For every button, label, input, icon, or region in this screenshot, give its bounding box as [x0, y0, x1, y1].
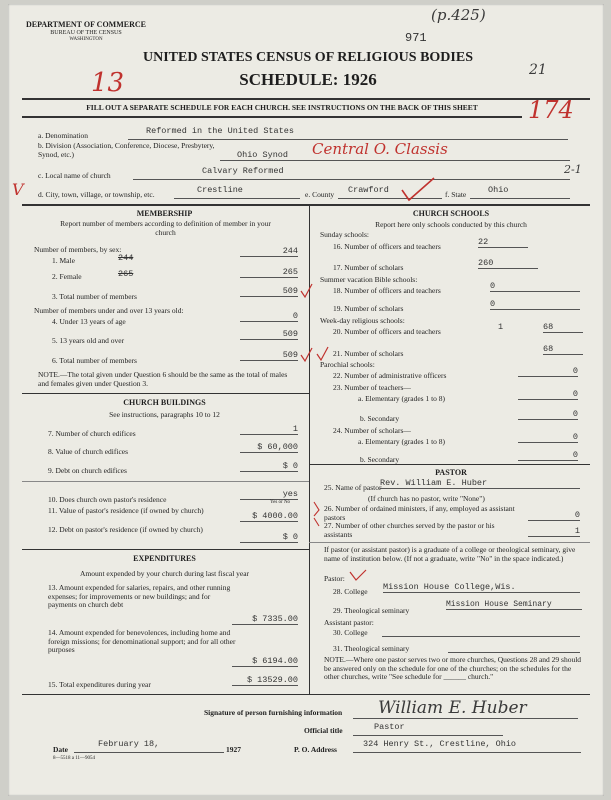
weekday-officers-label: 20. Number of officers and teachers — [333, 327, 441, 336]
total-members-2-value: 509 — [240, 350, 298, 361]
scholars-secondary-label: b. Secondary — [360, 455, 400, 464]
pastor-name-note: (If church has no pastor, write "None") — [368, 494, 485, 503]
owns-residence-value: yes — [240, 489, 298, 500]
separate-schedule-instruction: FILL OUT A SEPARATE SCHEDULE FOR EACH CHURCH. SEE INSTRUCTIONS ON THE BACK OF THIS SHEET — [86, 103, 478, 112]
denomination-value: Reformed in the United States — [146, 126, 294, 136]
membership-subheading: Report number of members according to definition of member in your church — [60, 219, 271, 237]
stamp-number: 971 — [405, 31, 427, 45]
church-edifices-label: 7. Number of church edifices — [48, 429, 136, 438]
department-label: DEPARTMENT OF COMMERCE — [26, 20, 147, 29]
handwritten-13: 13 — [91, 68, 125, 98]
buildings-subheading: See instructions, paragraphs 10 to 12 — [109, 410, 220, 419]
census-schedule-sheet — [8, 4, 604, 796]
official-title-value: Pastor — [374, 722, 405, 732]
sunday-scholars-label: 17. Number of scholars — [333, 263, 404, 272]
local-name-value: Calvary Reformed — [202, 166, 284, 176]
red-bracket-marks — [311, 498, 325, 530]
summer-schools: Summer vacation Bible schools: — [320, 275, 418, 284]
teachers-secondary-value: 0 — [518, 409, 578, 420]
pastor-name-value: Rev. William E. Huber — [380, 478, 580, 489]
yes-no-hint: Yes or No — [270, 500, 291, 505]
local-name-label: c. Local name of church — [38, 171, 111, 180]
assistant-college-label: 30. College — [333, 628, 368, 637]
male-inline: 244 — [118, 253, 134, 263]
division-handwritten: Central O. Classis — [312, 140, 448, 158]
schedule-title: SCHEDULE: 1926 — [239, 70, 377, 89]
pastor-seminary-label: 29. Theological seminary — [333, 606, 410, 615]
teachers-elementary-value: 0 — [518, 389, 578, 400]
summer-scholars-label: 19. Number of scholars — [333, 304, 404, 313]
total-members-label: 3. Total number of members — [52, 292, 137, 301]
scholars-secondary-value: 0 — [518, 450, 578, 461]
over-13-label: 5. 13 years old and over — [52, 336, 125, 345]
owns-residence-label: 10. Does church own pastor's residence — [48, 495, 167, 504]
summer-officers-label: 18. Number of officers and teachers — [333, 286, 441, 295]
red-check-mark — [400, 176, 440, 206]
state-label: f. State — [445, 190, 467, 199]
po-address-value: 324 Henry St., Crestline, Ohio — [363, 739, 517, 749]
county-value: Crawford — [348, 185, 389, 195]
scholars-label: 24. Number of scholars— — [333, 426, 411, 435]
administrative-officers-value: 0 — [518, 366, 578, 377]
residence-value-value: $ 4000.00 — [240, 511, 298, 522]
schools-subheading: Report here only schools conducted by this church — [375, 220, 527, 229]
census-title: UNITED STATES CENSUS OF RELIGIOUS BODIES — [142, 50, 473, 65]
running-expenses-value: $ 7335.00 — [232, 614, 298, 625]
total-expenditures-label: 15. Total expenditures during year — [48, 680, 151, 689]
parochial-schools: Parochial schools: — [320, 360, 375, 369]
total-expenditures-value: $ 13529.00 — [232, 675, 298, 686]
other-churches-label: 27. Number of other churches served by the pastor or his assistants — [324, 521, 495, 539]
division-label: b. Division (Association, Conference, Diocese, Presbytery, Synod, etc.) — [38, 141, 215, 159]
edifice-debt-label: 9. Debt on church edifices — [48, 466, 127, 475]
running-expenses-label: 13. Amount expended for salaries, repairs, and other running expenses; for improvements or new buildings; and for payments on church debt — [48, 583, 231, 609]
membership-heading: MEMBERSHIP — [136, 209, 193, 218]
denomination-label: a. Denomination — [38, 131, 88, 140]
official-title-label: Official title — [304, 726, 343, 735]
assistant-seminary-label: 31. Theological seminary — [333, 644, 410, 653]
female-value: 265 — [240, 267, 298, 278]
reference-mark: (p.425) — [431, 6, 486, 24]
weekday-officers-inline: 1 — [498, 322, 504, 332]
membership-note: NOTE.—The total given under Question 6 should be the same as the total of males and females given under Question 3. — [38, 370, 288, 388]
female-label: 2. Female — [52, 272, 82, 281]
pastor-note: NOTE.—Where one pastor serves two or more churches, Questions 28 and 29 should be answered only on the schedule for one of the churches; on the schedules for the other churches, write "See schedule for ______ church." — [324, 655, 582, 681]
expenditures-subheading: Amount expended by your church during last fiscal year — [79, 569, 250, 578]
residence-debt-label: 12. Debt on pastor's residence (if owned by church) — [48, 525, 203, 534]
under-over-label: Number of members under and over 13 years old: — [34, 306, 184, 315]
pastor-college-label: 28. College — [333, 587, 368, 596]
residence-debt-value: $ 0 — [240, 532, 298, 543]
pastor-label: Pastor: — [324, 574, 345, 583]
weekday-scholars-label: 21. Number of scholars — [333, 349, 404, 358]
county-label: e. County — [305, 190, 335, 199]
handwritten-v: V — [12, 180, 24, 199]
under-13-label: 4. Under 13 years of age — [52, 317, 126, 326]
pastor-heading: PASTOR — [435, 468, 467, 477]
city-label-d: d. City, town, village, or township, etc. — [38, 190, 155, 199]
residence-value-label: 11. Value of pastor's residence (if owned by church) — [48, 506, 204, 515]
weekday-officers-value: 68 — [543, 322, 583, 333]
graduate-note: If pastor (or assistant pastor) is a graduate of a college or theological seminary, give name of institution below. (If not a graduate, write "No" in the space indicated.) — [324, 545, 576, 563]
summer-officers-value: 0 — [490, 281, 580, 292]
church-edifices-value: 1 — [240, 424, 298, 435]
weekday-scholars-value: 68 — [543, 344, 583, 355]
date-value: February 18, — [98, 739, 160, 749]
signature-value: William E. Huber — [378, 698, 527, 718]
assistant-pastor-label: Assistant pastor: — [324, 618, 374, 627]
city-value: Crestline — [197, 185, 243, 195]
red-check-pastor — [348, 568, 368, 582]
pastor-college-value: Mission House College,Wis. — [383, 582, 580, 593]
sunday-officers-label: 16. Number of officers and teachers — [333, 242, 441, 251]
date-year: 1927 — [226, 745, 241, 754]
city-label: WASHINGTON — [69, 37, 103, 42]
male-label: 1. Male — [52, 256, 75, 265]
sunday-scholars-value: 260 — [478, 258, 538, 269]
under-13-value: 0 — [240, 311, 298, 322]
schools-heading: CHURCH SCHOOLS — [412, 209, 490, 218]
edifice-value-label: 8. Value of church edifices — [48, 447, 129, 456]
signature-label: Signature of person furnishing information — [204, 708, 343, 717]
red-tick-members — [300, 283, 314, 299]
edifice-value-value: $ 60,000 — [240, 442, 298, 453]
over-13-value: 509 — [240, 329, 298, 340]
po-address-label: P. O. Address — [294, 745, 337, 754]
weekday-schools: Week-day religious schools: — [320, 316, 405, 325]
scholars-elementary-value: 0 — [518, 432, 578, 443]
red-tick-total — [300, 347, 314, 363]
teachers-label: 23. Number of teachers— — [333, 383, 411, 392]
handwritten-2-1: 2-1 — [564, 163, 582, 176]
scholars-elementary-label: a. Elementary (grades 1 to 8) — [358, 437, 446, 446]
male-value: 244 — [240, 246, 298, 257]
date-label: Date — [53, 745, 68, 754]
administrative-officers-label: 22. Number of administrative officers — [333, 371, 447, 380]
division-value: Ohio Synod — [237, 150, 289, 160]
summer-scholars-value: 0 — [490, 299, 580, 310]
pastor-name-label: 25. Name of pastor — [324, 483, 382, 492]
expenditures-heading: EXPENDITURES — [133, 554, 196, 563]
bureau-label: BUREAU OF THE CENSUS — [50, 30, 122, 36]
benevolences-value: $ 6194.00 — [232, 656, 298, 667]
female-inline: 265 — [118, 269, 134, 279]
sunday-officers-value: 22 — [478, 237, 528, 248]
teachers-elementary-label: a. Elementary (grades 1 to 8) — [358, 394, 446, 403]
members-by-sex: Number of members, by sex: — [34, 245, 122, 254]
handwritten-174: 174 — [528, 96, 574, 124]
teachers-secondary-label: b. Secondary — [360, 414, 400, 423]
pastor-seminary-value: Mission House Seminary — [446, 600, 582, 610]
edifice-debt-value: $ 0 — [240, 461, 298, 472]
total-members-2-label: 6. Total number of members — [52, 356, 137, 365]
handwritten-21: 21 — [529, 62, 547, 78]
form-number: 8—5518 a 11—9054 — [53, 756, 96, 761]
sunday-schools: Sunday schools: — [320, 230, 369, 239]
assistant-ministers-value: 0 — [528, 510, 580, 521]
assistant-ministers-label: 26. Number of ordained ministers, if any, employed as assistant pastors — [324, 504, 515, 522]
other-churches-value: 1 — [528, 526, 580, 537]
state-value: Ohio — [488, 185, 509, 195]
buildings-heading: CHURCH BUILDINGS — [123, 398, 206, 407]
benevolences-label: 14. Amount expended for benevolences, including home and foreign missions; for denominational support; and for all other purposes — [48, 628, 236, 654]
total-members-value: 509 — [240, 286, 298, 297]
